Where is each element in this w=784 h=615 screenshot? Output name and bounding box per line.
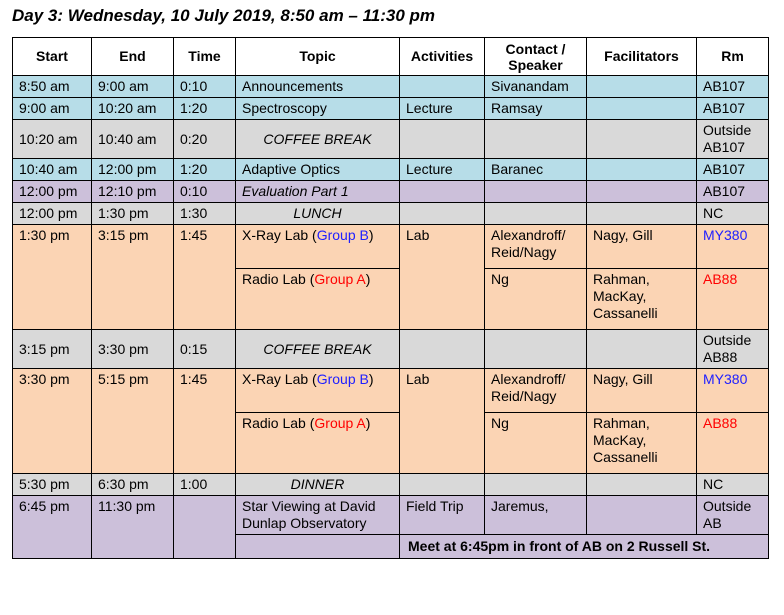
cell-contact: Baranec: [485, 159, 587, 181]
cell-rm-xray: MY380: [697, 369, 769, 413]
radio-topic-label: Radio Lab (: [242, 271, 315, 287]
cell-end: 12:10 pm: [92, 181, 174, 203]
schedule-table: [12, 37, 769, 559]
header-topic: Topic: [236, 38, 400, 76]
table-row: [13, 120, 769, 159]
cell-start: 1:30 pm: [13, 225, 92, 330]
rm-line2: AB107: [703, 139, 746, 155]
cell-rm: [697, 120, 769, 159]
contact-line2: Reid/Nagy: [491, 388, 557, 404]
xray-topic-close: ): [368, 227, 374, 243]
table-row: [13, 330, 769, 369]
cell-facilitators: [587, 120, 697, 159]
header-end: End: [92, 38, 174, 76]
cell-facilitators: [587, 98, 697, 120]
cell-time: 1:45: [174, 369, 236, 474]
cell-topic: Evaluation Part 1: [236, 181, 400, 203]
cell-topic-xray: [236, 369, 400, 413]
header-time: Time: [174, 38, 236, 76]
cell-rm: AB107: [697, 98, 769, 120]
header-contact-line1: Contact /: [505, 40, 566, 57]
cell-time: 1:00: [174, 474, 236, 496]
rm-line2: AB: [703, 515, 722, 531]
cell-contact-xray: [485, 225, 587, 269]
cell-start: 12:00 pm: [13, 203, 92, 225]
cell-time: 1:20: [174, 98, 236, 120]
cell-start: 6:45 pm: [13, 496, 92, 559]
cell-activities: [400, 330, 485, 369]
cell-activities: Lab: [400, 369, 485, 474]
page-title: Day 3: Wednesday, 10 July 2019, 8:50 am – 11:30 pm: [12, 6, 436, 25]
cell-start: 3:30 pm: [13, 369, 92, 474]
fac-line1: Rahman,: [593, 271, 650, 287]
cell-time: 0:20: [174, 120, 236, 159]
cell-contact: [485, 120, 587, 159]
xray-topic-label: X-Ray Lab (: [242, 227, 317, 243]
header-rm: Rm: [697, 38, 769, 76]
table-row: [13, 225, 769, 269]
radio-topic-close: ): [365, 415, 371, 431]
cell-end: 10:40 am: [92, 120, 174, 159]
cell-start: 3:15 pm: [13, 330, 92, 369]
cell-rm-radio: AB88: [697, 269, 769, 330]
radio-topic-close: ): [365, 271, 371, 287]
cell-facilitators: [587, 159, 697, 181]
rm-line1: Outside: [703, 332, 752, 348]
cell-facilitators: [587, 203, 697, 225]
cell-time: 1:30: [174, 203, 236, 225]
group-a-label: Group A: [314, 415, 366, 431]
cell-end: 3:15 pm: [92, 225, 174, 330]
cell-facilitators-xray: Nagy, Gill: [587, 369, 697, 413]
cell-topic: COFFEE BREAK: [236, 120, 400, 159]
header-contact: [485, 38, 587, 76]
cell-start: 5:30 pm: [13, 474, 92, 496]
cell-end: 12:00 pm: [92, 159, 174, 181]
cell-contact: [485, 203, 587, 225]
cell-topic-empty: [236, 535, 400, 559]
cell-time: [174, 496, 236, 559]
cell-rm: AB107: [697, 159, 769, 181]
cell-start: 12:00 pm: [13, 181, 92, 203]
cell-facilitators: [587, 474, 697, 496]
cell-rm: AB107: [697, 76, 769, 98]
table-row: [13, 369, 769, 413]
cell-rm: [697, 496, 769, 535]
cell-end: 9:00 am: [92, 76, 174, 98]
cell-topic: [236, 496, 400, 535]
fac-line3: Cassanelli: [593, 449, 658, 465]
cell-activities: Field Trip: [400, 496, 485, 535]
header-facilitators: Facilitators: [587, 38, 697, 76]
cell-rm-xray: MY380: [697, 225, 769, 269]
table-row: [13, 159, 769, 181]
cell-contact: Jaremus,: [485, 496, 587, 535]
cell-facilitators-xray: Nagy, Gill: [587, 225, 697, 269]
group-b-label: Group B: [316, 371, 369, 387]
header-activities: Activities: [400, 38, 485, 76]
cell-contact-xray: [485, 369, 587, 413]
header-start: Start: [13, 38, 92, 76]
cell-rm: AB107: [697, 181, 769, 203]
cell-start: 10:20 am: [13, 120, 92, 159]
cell-topic-radio: [236, 269, 400, 330]
cell-activities: [400, 474, 485, 496]
cell-end: 5:15 pm: [92, 369, 174, 474]
cell-rm: [697, 330, 769, 369]
cell-time: 0:10: [174, 76, 236, 98]
cell-topic: LUNCH: [236, 203, 400, 225]
table-row: [13, 474, 769, 496]
fac-line2: MacKay,: [593, 432, 647, 448]
header-contact-line2: Speaker: [508, 56, 563, 73]
cell-facilitators: [587, 76, 697, 98]
fac-line1: Rahman,: [593, 415, 650, 431]
cell-contact: Sivanandam: [485, 76, 587, 98]
contact-line2: Reid/Nagy: [491, 244, 557, 260]
cell-rm-radio: AB88: [697, 413, 769, 474]
cell-topic-xray: [236, 225, 400, 269]
cell-rm: NC: [697, 203, 769, 225]
table-row: [13, 181, 769, 203]
cell-contact-radio: Ng: [485, 413, 587, 474]
topic-line1: Star Viewing at David: [242, 498, 376, 514]
cell-topic-radio: [236, 413, 400, 474]
cell-topic: COFFEE BREAK: [236, 330, 400, 369]
rm-line2: AB88: [703, 349, 738, 365]
topic-line2: Dunlap Observatory: [242, 515, 367, 531]
cell-end: 11:30 pm: [92, 496, 174, 559]
fac-line3: Cassanelli: [593, 305, 658, 321]
table-row: [13, 496, 769, 535]
cell-start: 10:40 am: [13, 159, 92, 181]
cell-contact: Ramsay: [485, 98, 587, 120]
fac-line2: MacKay,: [593, 288, 647, 304]
contact-line1: Alexandroff/: [491, 371, 566, 387]
rm-line1: Outside: [703, 122, 752, 138]
cell-contact: [485, 330, 587, 369]
cell-contact-radio: Ng: [485, 269, 587, 330]
cell-start: 8:50 am: [13, 76, 92, 98]
cell-end: 3:30 pm: [92, 330, 174, 369]
table-row: [13, 203, 769, 225]
cell-topic: Announcements: [236, 76, 400, 98]
xray-topic-label: X-Ray Lab (: [242, 371, 317, 387]
cell-activities: [400, 203, 485, 225]
cell-activities: [400, 181, 485, 203]
cell-contact: [485, 181, 587, 203]
cell-facilitators: [587, 181, 697, 203]
table-row: [13, 76, 769, 98]
cell-time: 0:15: [174, 330, 236, 369]
cell-end: 10:20 am: [92, 98, 174, 120]
cell-end: 6:30 pm: [92, 474, 174, 496]
cell-rm: NC: [697, 474, 769, 496]
table-row: [13, 98, 769, 120]
cell-time: 0:10: [174, 181, 236, 203]
cell-activities: Lab: [400, 225, 485, 330]
cell-topic: DINNER: [236, 474, 400, 496]
group-b-label: Group B: [316, 227, 369, 243]
cell-facilitators: [587, 496, 697, 535]
group-a-label: Group A: [314, 271, 366, 287]
cell-time: 1:20: [174, 159, 236, 181]
radio-topic-label: Radio Lab (: [242, 415, 315, 431]
header-row: [13, 38, 769, 76]
meeting-note: Meet at 6:45pm in front of AB on 2 Russell St.: [400, 535, 769, 559]
cell-topic: Adaptive Optics: [236, 159, 400, 181]
cell-start: 9:00 am: [13, 98, 92, 120]
cell-activities: [400, 76, 485, 98]
cell-topic: Spectroscopy: [236, 98, 400, 120]
cell-activities: Lecture: [400, 159, 485, 181]
cell-activities: Lecture: [400, 98, 485, 120]
xray-topic-close: ): [368, 371, 374, 387]
cell-contact: [485, 474, 587, 496]
rm-line1: Outside: [703, 498, 752, 514]
cell-facilitators-radio: [587, 413, 697, 474]
cell-facilitators: [587, 330, 697, 369]
cell-facilitators-radio: [587, 269, 697, 330]
cell-activities: [400, 120, 485, 159]
cell-end: 1:30 pm: [92, 203, 174, 225]
contact-line1: Alexandroff/: [491, 227, 566, 243]
cell-time: 1:45: [174, 225, 236, 330]
